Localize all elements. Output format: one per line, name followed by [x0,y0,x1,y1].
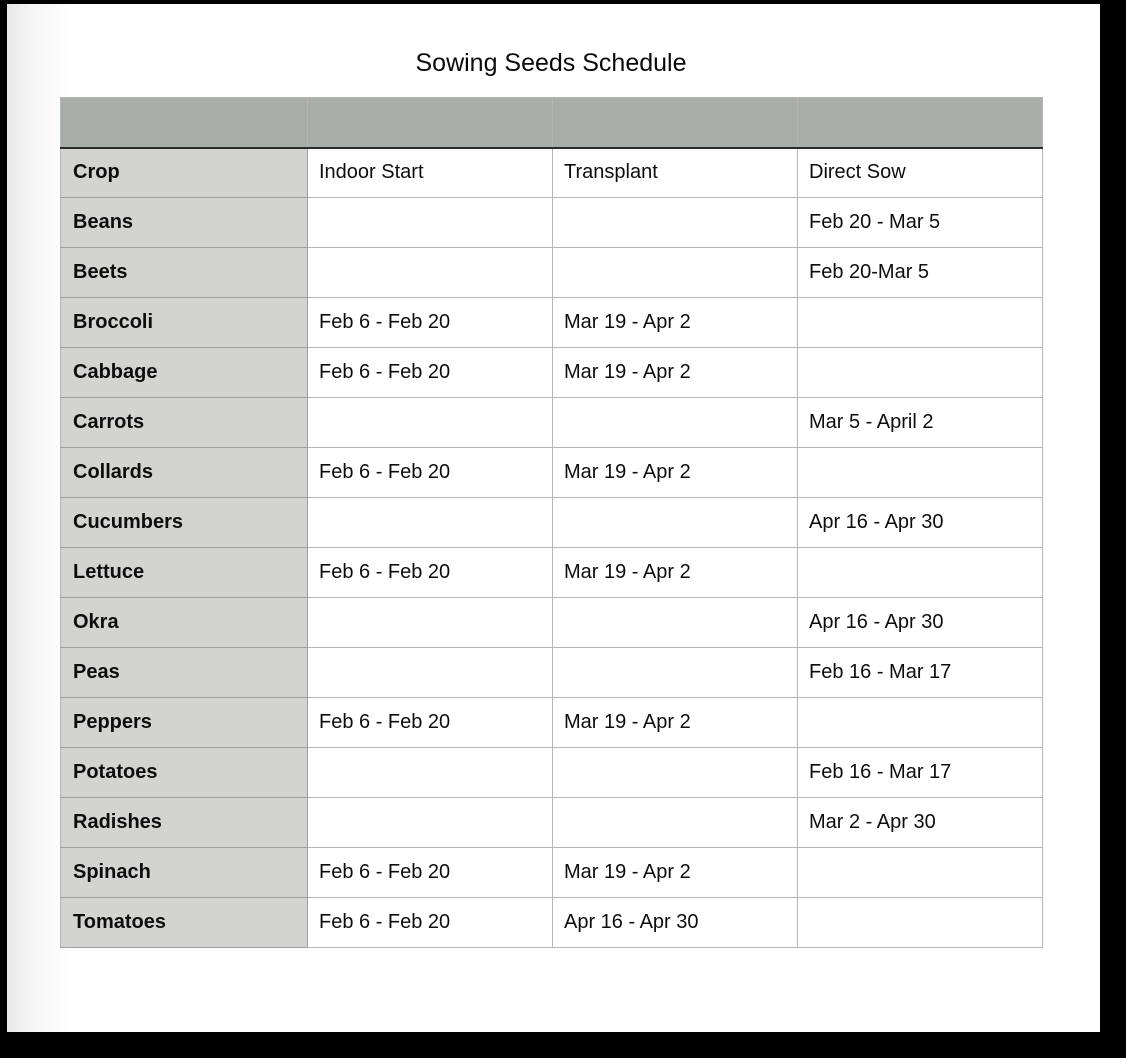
header-band-cell [61,98,308,148]
cell-transplant [553,798,798,848]
cell-transplant: Mar 19 - Apr 2 [553,698,798,748]
column-header-row [61,148,1043,198]
sowing-schedule-table [60,97,1043,948]
cell-crop: Tomatoes [61,898,308,948]
table-row [61,198,1043,248]
table-row [61,898,1043,948]
cell-transplant [553,248,798,298]
cell-direct-sow: Feb 20 - Mar 5 [798,198,1043,248]
table-row [61,298,1043,348]
cell-direct-sow: Mar 5 - April 2 [798,398,1043,448]
cell-direct-sow: Feb 16 - Mar 17 [798,748,1043,798]
cell-crop: Peppers [61,698,308,748]
cell-crop: Broccoli [61,298,308,348]
cell-indoor-start [308,498,553,548]
table-row [61,548,1043,598]
cell-direct-sow: Apr 16 - Apr 30 [798,598,1043,648]
cell-indoor-start [308,798,553,848]
cell-transplant: Mar 19 - Apr 2 [553,298,798,348]
cell-transplant [553,198,798,248]
cell-direct-sow [798,698,1043,748]
cell-indoor-start: Feb 6 - Feb 20 [308,548,553,598]
cell-transplant [553,648,798,698]
cell-transplant: Mar 19 - Apr 2 [553,548,798,598]
header-band-cell [553,98,798,148]
cell-crop: Lettuce [61,548,308,598]
cell-direct-sow [798,548,1043,598]
table-row [61,448,1043,498]
cell-transplant [553,498,798,548]
cell-transplant: Mar 19 - Apr 2 [553,848,798,898]
table-row [61,498,1043,548]
table-row [61,748,1043,798]
cell-indoor-start: Feb 6 - Feb 20 [308,348,553,398]
column-header-direct-sow: Direct Sow [798,148,1043,198]
cell-direct-sow [798,898,1043,948]
cell-crop: Beets [61,248,308,298]
cell-crop: Collards [61,448,308,498]
header-band-cell [308,98,553,148]
cell-indoor-start [308,398,553,448]
column-header-transplant: Transplant [553,148,798,198]
table-row [61,848,1043,898]
cell-crop: Okra [61,598,308,648]
document-page [7,4,1100,1032]
cell-crop: Peas [61,648,308,698]
cell-indoor-start [308,198,553,248]
cell-crop: Cucumbers [61,498,308,548]
cell-crop: Cabbage [61,348,308,398]
cell-indoor-start [308,748,553,798]
cell-direct-sow: Apr 16 - Apr 30 [798,498,1043,548]
cell-transplant: Mar 19 - Apr 2 [553,448,798,498]
table-row [61,248,1043,298]
table-body [61,198,1043,948]
cell-transplant: Apr 16 - Apr 30 [553,898,798,948]
cell-crop: Spinach [61,848,308,898]
column-header-indoor-start: Indoor Start [308,148,553,198]
cell-crop: Radishes [61,798,308,848]
cell-transplant [553,598,798,648]
column-header-crop: Crop [61,148,308,198]
cell-indoor-start: Feb 6 - Feb 20 [308,848,553,898]
cell-crop: Beans [61,198,308,248]
table-row [61,698,1043,748]
cell-indoor-start [308,248,553,298]
table-row [61,398,1043,448]
cell-direct-sow: Feb 16 - Mar 17 [798,648,1043,698]
cell-direct-sow [798,848,1043,898]
cell-indoor-start [308,598,553,648]
cell-indoor-start: Feb 6 - Feb 20 [308,298,553,348]
cell-transplant: Mar 19 - Apr 2 [553,348,798,398]
cell-indoor-start [308,648,553,698]
cell-direct-sow [798,348,1043,398]
cell-direct-sow [798,298,1043,348]
header-band-cell [798,98,1043,148]
cell-crop: Carrots [61,398,308,448]
table-header-band [61,98,1043,148]
cell-direct-sow: Feb 20-Mar 5 [798,248,1043,298]
cell-indoor-start: Feb 6 - Feb 20 [308,898,553,948]
cell-direct-sow: Mar 2 - Apr 30 [798,798,1043,848]
cell-indoor-start: Feb 6 - Feb 20 [308,448,553,498]
table-row [61,798,1043,848]
cell-crop: Potatoes [61,748,308,798]
table-row [61,648,1043,698]
cell-direct-sow [798,448,1043,498]
cell-transplant [553,748,798,798]
page-title: Sowing Seeds Schedule [415,49,687,77]
cell-transplant [553,398,798,448]
cell-indoor-start: Feb 6 - Feb 20 [308,698,553,748]
table-row [61,598,1043,648]
table-row [61,348,1043,398]
